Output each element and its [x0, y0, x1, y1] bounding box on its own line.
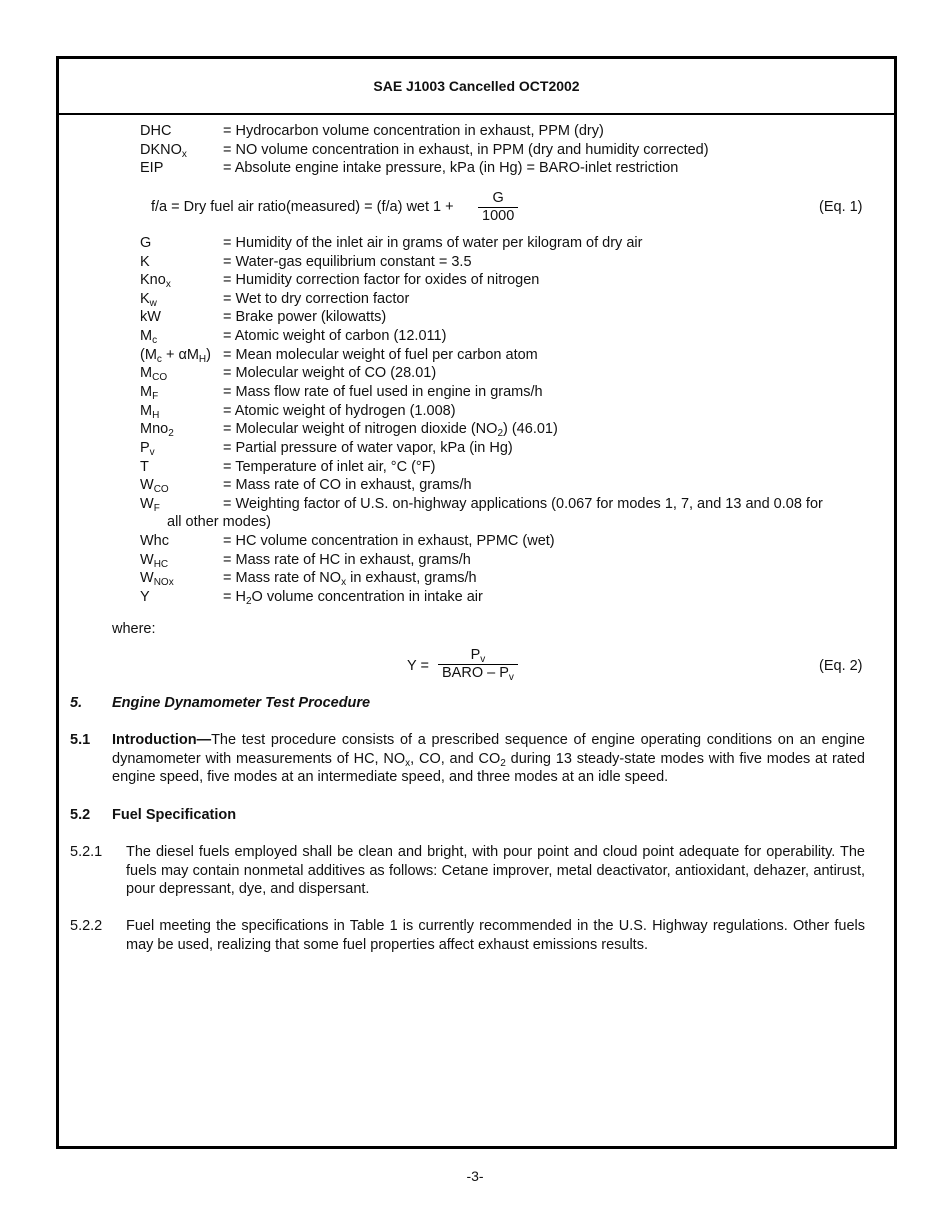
definition-symbol: Kno$_x$	[140, 272, 171, 290]
definition-text: = Atomic weight of carbon (12.011)	[223, 328, 447, 344]
definition-text: = Hydrocarbon volume concentration in exhaust, PPM (dry)	[223, 123, 604, 139]
definition-text: = Wet to dry correction factor	[223, 291, 410, 307]
section-5-2-1-paragraph: The diesel fuels employed shall be clean and bright, with pour point and cloud point adequate for operability. The fuels may contain nonmetal additives as follows: Cetane improver, metal deactivator, antioxidant, dehazer, antirust, pour depressant, dye, and dispersant.	[126, 844, 865, 897]
definition-symbol: $M_c$	[140, 328, 158, 346]
definition-text: = Mass flow rate of fuel used in engine in grams/h	[223, 384, 543, 400]
definition-symbol: Whc	[140, 533, 169, 549]
definition-symbol: T	[140, 459, 149, 475]
definition-text: = Mass rate of CO in exhaust, grams/h	[223, 477, 472, 493]
section-5-title: Engine Dynamometer Test Procedure	[112, 695, 371, 711]
definition-text: = Weighting factor of U.S. on-highway applications (0.067 for modes 1, 7, and 13 and 0.08 for	[223, 496, 823, 512]
definition-text: = NO volume concentration in exhaust, in PPM (dry and humidity corrected)	[223, 142, 709, 158]
definition-text-continued: all other modes)	[167, 514, 271, 530]
definition-symbol: K	[140, 254, 150, 270]
equation-2-label: (Eq. 2)	[819, 658, 863, 674]
equation-2-lhs: Y =	[407, 658, 429, 674]
header-title: SAE J1003 Cancelled OCT2002	[373, 78, 580, 94]
definition-symbol: $W_F$	[140, 496, 160, 514]
definition-text: = Molecular weight of CO (28.01)	[223, 365, 437, 381]
definition-symbol: $(M_c + \alpha M_H)$	[140, 347, 211, 365]
section-5-1-paragraph: Introduction—The test procedure consists of a prescribed sequence of engine operating conditions on an engine dynamometer with measurements of HC, $NO_x$, CO, and $CO_2$ during 13 steady-state modes with five modes at rated engine speed, five modes at an intermediate speed, and three modes at an idle speed.	[112, 732, 865, 785]
definition-symbol: $M_{CO}$	[140, 365, 168, 383]
definition-symbol: G	[140, 235, 152, 251]
definition-text: = Mass rate of HC in exhaust, grams/h	[223, 552, 471, 568]
definition-text: = Humidity correction factor for oxides of nitrogen	[223, 272, 540, 288]
definition-symbol: $W_{HC}$	[140, 552, 169, 570]
equation-1-numerator: G	[492, 190, 504, 206]
page-number: -3-	[466, 1168, 484, 1184]
definition-symbol: Y	[140, 589, 150, 605]
section-5-2-title: Fuel Specification	[112, 807, 237, 823]
definition-text: = HC volume concentration in exhaust, PPMC (wet)	[223, 533, 555, 549]
equation-2-denominator: BARO – $P_v$	[438, 664, 518, 682]
section-5-2-1-number: 5.2.1	[70, 844, 103, 860]
definition-symbol: Mno$_2$	[140, 421, 174, 439]
definition-symbol: $M_H$	[140, 403, 160, 421]
definition-symbol: kW	[140, 309, 161, 325]
definition-symbol: $W_{NOx}$	[140, 570, 174, 588]
definition-text: = Temperature of inlet air, °C (°F)	[223, 459, 436, 475]
section-5-2-number: 5.2	[70, 807, 91, 823]
definition-symbol: $K_w$	[140, 291, 157, 309]
equation-1-denominator: 1000	[478, 207, 518, 225]
section-5-2-2-paragraph: Fuel meeting the specifications in Table 1 is currently recommended in the U.S. Highway regulations. Other fuels may be used, realizing that some fuel properties affect exhaust emissions results.	[126, 918, 865, 953]
definition-text: = $H_2O$ volume concentration in intake air	[223, 589, 483, 607]
section-5-1-number: 5.1	[70, 732, 91, 748]
equation-2-fraction	[438, 647, 518, 682]
definition-symbol: $W_{CO}$	[140, 477, 169, 495]
definition-text: = Absolute engine intake pressure, kPa (in Hg) = BARO-inlet restriction	[223, 160, 679, 176]
definition-symbol: $P_v$	[140, 440, 155, 458]
definition-text: = Mass rate of $NO_x$ in exhaust, grams/h	[223, 570, 477, 588]
definition-text: = Brake power (kilowatts)	[223, 309, 387, 325]
equation-1-label: (Eq. 1)	[819, 199, 863, 215]
definition-symbol: EIP	[140, 160, 164, 176]
definition-text: = Mean molecular weight of fuel per carbon atom	[223, 347, 538, 363]
equation-1-lhs: f/a = Dry fuel air ratio(measured) = (f/a) wet 1 +	[151, 199, 454, 215]
section-5-number: 5.	[70, 695, 83, 711]
definition-text: = Humidity of the inlet air in grams of water per kilogram of dry air	[223, 235, 643, 251]
definition-symbol: DHC	[140, 123, 172, 139]
equation-2-numerator: $P_v$	[470, 647, 486, 665]
definition-text: = Molecular weight of nitrogen dioxide $(NO_2)$ (46.01)	[223, 421, 558, 439]
definition-text: = Partial pressure of water vapor, kPa (in Hg)	[223, 440, 513, 456]
definition-text: = Water-gas equilibrium constant = 3.5	[223, 254, 472, 270]
page-header	[59, 59, 894, 115]
where-label: where:	[112, 621, 156, 637]
definition-symbol: $M_F$	[140, 384, 159, 402]
section-5-1-title: Introduction—	[112, 732, 212, 748]
section-5-2-2-number: 5.2.2	[70, 918, 103, 934]
equation-1-fraction	[478, 190, 518, 225]
definition-symbol: $DKNO_x$	[140, 142, 187, 160]
definition-text: = Atomic weight of hydrogen (1.008)	[223, 403, 456, 419]
